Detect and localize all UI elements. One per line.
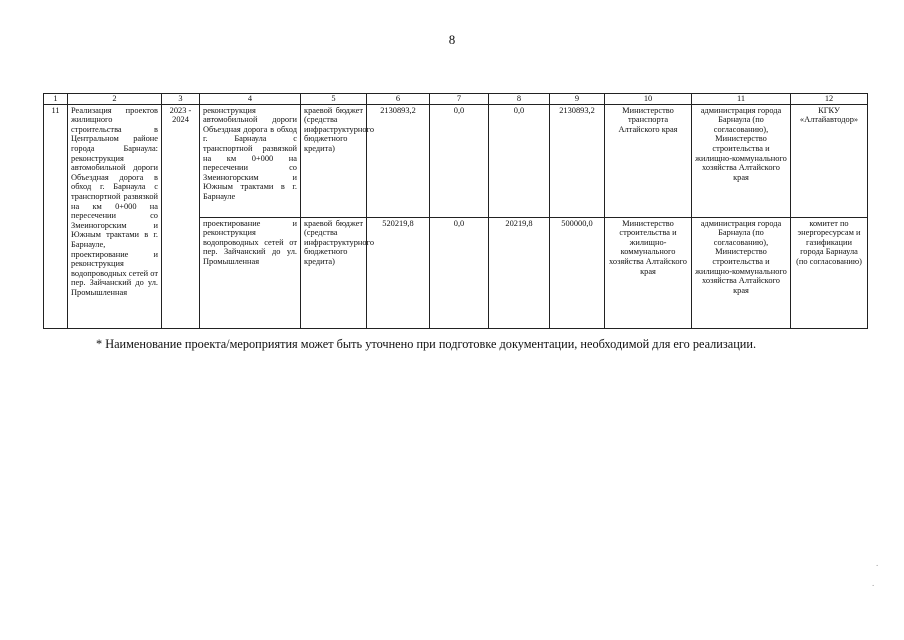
table-row [44, 104, 868, 217]
amount-col8-cell: 0,0 [489, 104, 550, 217]
header-cell-9: 9 [550, 94, 605, 105]
activity-cell: проектирование и реконструкция водопроводных сетей от пер. Зайчанский до ул. Промышленная [200, 217, 301, 328]
activity-cell: реконструкция автомобильной дороги Объездная дорога в обход г. Барнаула с транспортной развязкой на км 0+000 на пересечении со Змеиногорским и Южным трактами в г. Барнауле [200, 104, 301, 217]
partners-cell: администрация города Барнаула (по согласованию), Министерство строительства и жилищно-коммунального хозяйства Алтайского края [692, 217, 791, 328]
page-number: 8 [448, 32, 456, 47]
footnote: * Наименование проекта/мероприятия может быть уточнено при подготовке документации, необходимой для его реализации. [96, 337, 757, 351]
partners-cell: администрация города Барнаула (по согласованию), Министерство строительства и жилищно-коммунального хозяйства Алтайского края [692, 104, 791, 217]
measures-table [43, 93, 868, 329]
header-cell-7: 7 [430, 94, 489, 105]
executor-cell: комитет по энергоресурсам и газификации города Барнаула (по согласованию) [791, 217, 868, 328]
header-cell-4: 4 [200, 94, 301, 105]
header-cell-12: 12 [791, 94, 868, 105]
row-number-cell: 11 [44, 104, 68, 328]
amount-col9-cell: 500000,0 [550, 217, 605, 328]
years-cell: 2023 - 2024 [162, 104, 200, 328]
header-cell-8: 8 [489, 94, 550, 105]
scan-speck: . [876, 558, 879, 568]
amount-col8-cell: 20219,8 [489, 217, 550, 328]
header-cell-2: 2 [68, 94, 162, 105]
executor-cell: КГКУ «Алтайавтодор» [791, 104, 868, 217]
header-cell-11: 11 [692, 94, 791, 105]
header-cell-5: 5 [301, 94, 367, 105]
responsible-ministry-cell: Министерство транспорта Алтайского края [605, 104, 692, 217]
amount-col9-cell: 2130893,2 [550, 104, 605, 217]
responsible-ministry-cell: Министерство строительства и жилищно-коммунального хозяйства Алтайского края [605, 217, 692, 328]
total-amount-cell: 2130893,2 [367, 104, 430, 217]
total-amount-cell: 520219,8 [367, 217, 430, 328]
scan-speck: . [872, 578, 875, 588]
amount-col7-cell: 0,0 [430, 217, 489, 328]
header-cell-3: 3 [162, 94, 200, 105]
header-cell-10: 10 [605, 94, 692, 105]
header-row [44, 94, 868, 105]
funding-source-cell: краевой бюджет (средства инфраструктурного бюджетного кредита) [301, 217, 367, 328]
funding-source-cell: краевой бюджет (средства инфраструктурного бюджетного кредита) [301, 104, 367, 217]
amount-col7-cell: 0,0 [430, 104, 489, 217]
project-name-cell: Реализация проектов жилищного строительства в Центральном районе города Барнаула: реконструкция автомобильной дороги Объездная дорога в обход г. Барнаула с транспортной развязкой на км 0+000 на пересечении со Змеиногорским и Южным трактами в г. Барнауле, проектирование и реконструкция водопроводных сетей от пер. Зайчанский до ул. Промышленная [68, 104, 162, 328]
header-cell-6: 6 [367, 94, 430, 105]
header-cell-1: 1 [44, 94, 68, 105]
